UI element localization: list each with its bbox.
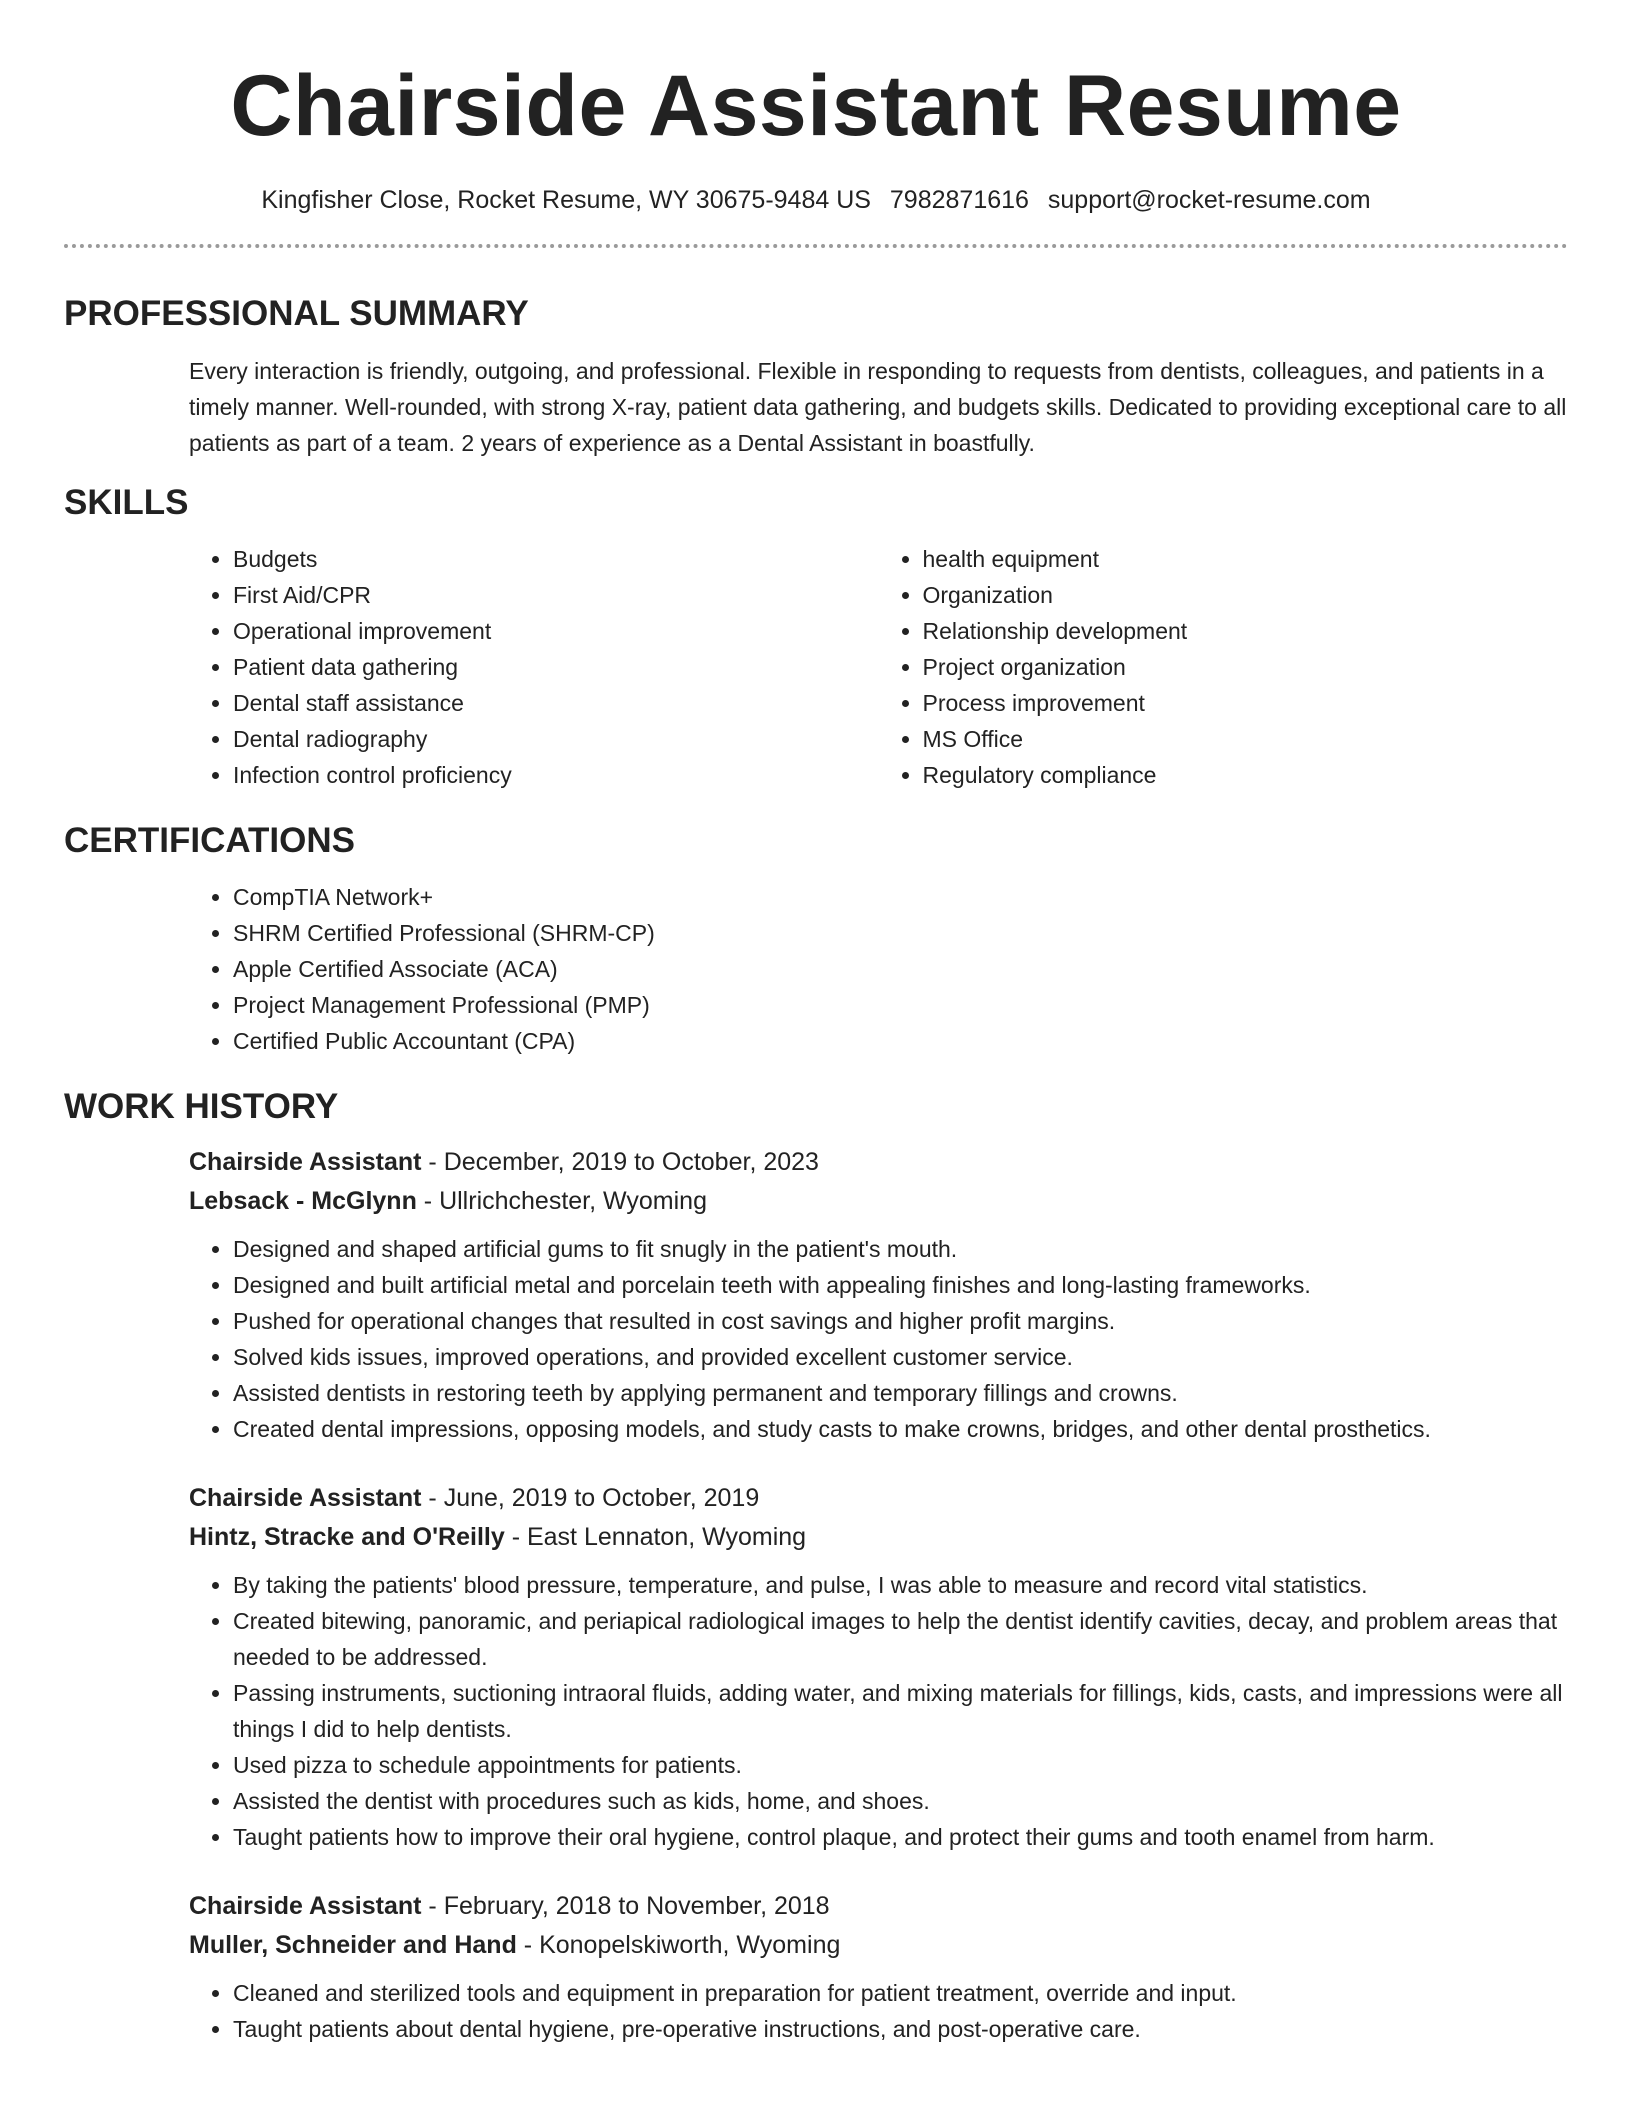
summary-body — [189, 353, 1568, 461]
job-bullet: • Assisted the dentist with procedures such as kids, home, and shoes. — [233, 1783, 1568, 1819]
skills-heading: SKILLS — [64, 483, 189, 522]
contact-line — [64, 184, 1568, 216]
skill-item: • Process improvement — [923, 685, 1569, 721]
job-title-line — [189, 1887, 1568, 1926]
job-bullet: • Used pizza to schedule appointments for patients. — [233, 1747, 1568, 1783]
skill-item: • First Aid/CPR — [233, 577, 879, 613]
job-bullet: • Pushed for operational changes that resulted in cost savings and higher profit margins. — [233, 1303, 1568, 1339]
job-location: - Konopelskiworth, Wyoming — [516, 1931, 841, 1959]
job-entry — [189, 1479, 1568, 1855]
job-title: Chairside Assistant — [189, 1148, 422, 1176]
resume-title: Chairside Assistant Resume — [230, 58, 1402, 154]
job-location: - East Lennaton, Wyoming — [504, 1523, 807, 1551]
skills-grid — [189, 541, 1568, 793]
job-dates: - February, 2018 to November, 2018 — [421, 1892, 830, 1920]
contact-address: Kingfisher Close, Rocket Resume, WY 30675-9484 US — [261, 186, 871, 214]
skill-item: • Operational improvement — [233, 613, 879, 649]
job-bullet: • Assisted dentists in restoring teeth by applying permanent and temporary fillings and crowns. — [233, 1375, 1568, 1411]
job-company-line — [189, 1926, 1568, 1965]
job-entry — [189, 1887, 1568, 2047]
job-company: Lebsack - McGlynn — [189, 1187, 417, 1215]
job-bullet: • By taking the patients' blood pressure, temperature, and pulse, I was able to measure and record vital statistics. — [233, 1567, 1568, 1603]
job-bullet: • Taught patients how to improve their oral hygiene, control plaque, and protect their gums and tooth enamel from harm. — [233, 1819, 1568, 1855]
job-bullet: • Cleaned and sterilized tools and equipment in preparation for patient treatment, override and input. — [233, 1975, 1568, 2011]
skill-item: • Organization — [923, 577, 1569, 613]
certification-item: • Apple Certified Associate (ACA) — [233, 951, 1568, 987]
job-company: Hintz, Stracke and O'Reilly — [189, 1523, 505, 1551]
job-bullet: • Solved kids issues, improved operations, and provided excellent customer service. — [233, 1339, 1568, 1375]
job-bullets — [189, 1231, 1568, 1447]
summary-section — [64, 292, 1568, 461]
skill-item: • Relationship development — [923, 613, 1569, 649]
job-bullet: • Designed and shaped artificial gums to fit snugly in the patient's mouth. — [233, 1231, 1568, 1267]
contact-phone: 7982871616 — [889, 186, 1029, 214]
job-dates: - December, 2019 to October, 2023 — [421, 1148, 819, 1176]
job-bullet: • Created bitewing, panoramic, and periapical radiological images to help the dentist identify cavities, decay, and problem areas that needed to be addressed. — [233, 1603, 1568, 1675]
job-company-line — [189, 1182, 1568, 1221]
skill-item: • Patient data gathering — [233, 649, 879, 685]
summary-heading: PROFESSIONAL SUMMARY — [64, 294, 529, 333]
job-bullet: • Passing instruments, suctioning intraoral fluids, adding water, and mixing materials for fillings, kids, casts, and impressions were all things I did to help dentists. — [233, 1675, 1568, 1747]
skills-section — [64, 481, 1568, 793]
job-company: Muller, Schneider and Hand — [189, 1931, 517, 1959]
summary-text: Every interaction is friendly, outgoing, and professional. Flexible in responding to requests from dentists, colleagues, and patients in a timely manner. Well-rounded, with strong X-ray, patient data gathering, and budgets skills. Dedicated to providing exceptional care to all patients as part of a team. 2 years of experience as a Dental Assistant in boastfully. — [189, 358, 1567, 456]
skill-item: • Infection control proficiency — [233, 757, 879, 793]
certifications-body — [189, 879, 1568, 1059]
certifications-heading: CERTIFICATIONS — [64, 821, 356, 860]
job-title-line — [189, 1479, 1568, 1518]
skill-item: • Project organization — [923, 649, 1569, 685]
job-bullets — [189, 1567, 1568, 1855]
skill-item: • Dental staff assistance — [233, 685, 879, 721]
job-dates: - June, 2019 to October, 2019 — [421, 1484, 760, 1512]
skill-item: • MS Office — [923, 721, 1569, 757]
job-bullet: • Taught patients about dental hygiene, pre-operative instructions, and post-operative care. — [233, 2011, 1568, 2047]
certification-item: • Certified Public Accountant (CPA) — [233, 1023, 1568, 1059]
job-title: Chairside Assistant — [189, 1892, 422, 1920]
certifications-list — [189, 879, 1568, 1059]
job-bullet: • Created dental impressions, opposing models, and study casts to make crowns, bridges, and other dental prosthetics. — [233, 1411, 1568, 1447]
certification-item: • Project Management Professional (PMP) — [233, 987, 1568, 1023]
job-bullets — [189, 1975, 1568, 2047]
header-divider — [64, 244, 1568, 248]
work-history-section — [64, 1085, 1568, 2047]
skill-item: • Regulatory compliance — [923, 757, 1569, 793]
job-title: Chairside Assistant — [189, 1484, 422, 1512]
certification-item: • CompTIA Network+ — [233, 879, 1568, 915]
skill-item: • Budgets — [233, 541, 879, 577]
certification-item: • SHRM Certified Professional (SHRM-CP) — [233, 915, 1568, 951]
job-bullet: • Designed and built artificial metal and porcelain teeth with appealing finishes and long-lasting frameworks. — [233, 1267, 1568, 1303]
skill-item: • health equipment — [923, 541, 1569, 577]
contact-email: support@rocket-resume.com — [1047, 186, 1371, 214]
job-entry — [189, 1143, 1568, 1447]
skills-right-list — [879, 541, 1569, 793]
job-company-line — [189, 1518, 1568, 1557]
job-title-line — [189, 1143, 1568, 1182]
certifications-section — [64, 819, 1568, 1059]
work-history-heading: WORK HISTORY — [64, 1087, 339, 1126]
job-location: - Ullrichchester, Wyoming — [416, 1187, 707, 1215]
skill-item: • Dental radiography — [233, 721, 879, 757]
skills-left-list — [189, 541, 879, 793]
